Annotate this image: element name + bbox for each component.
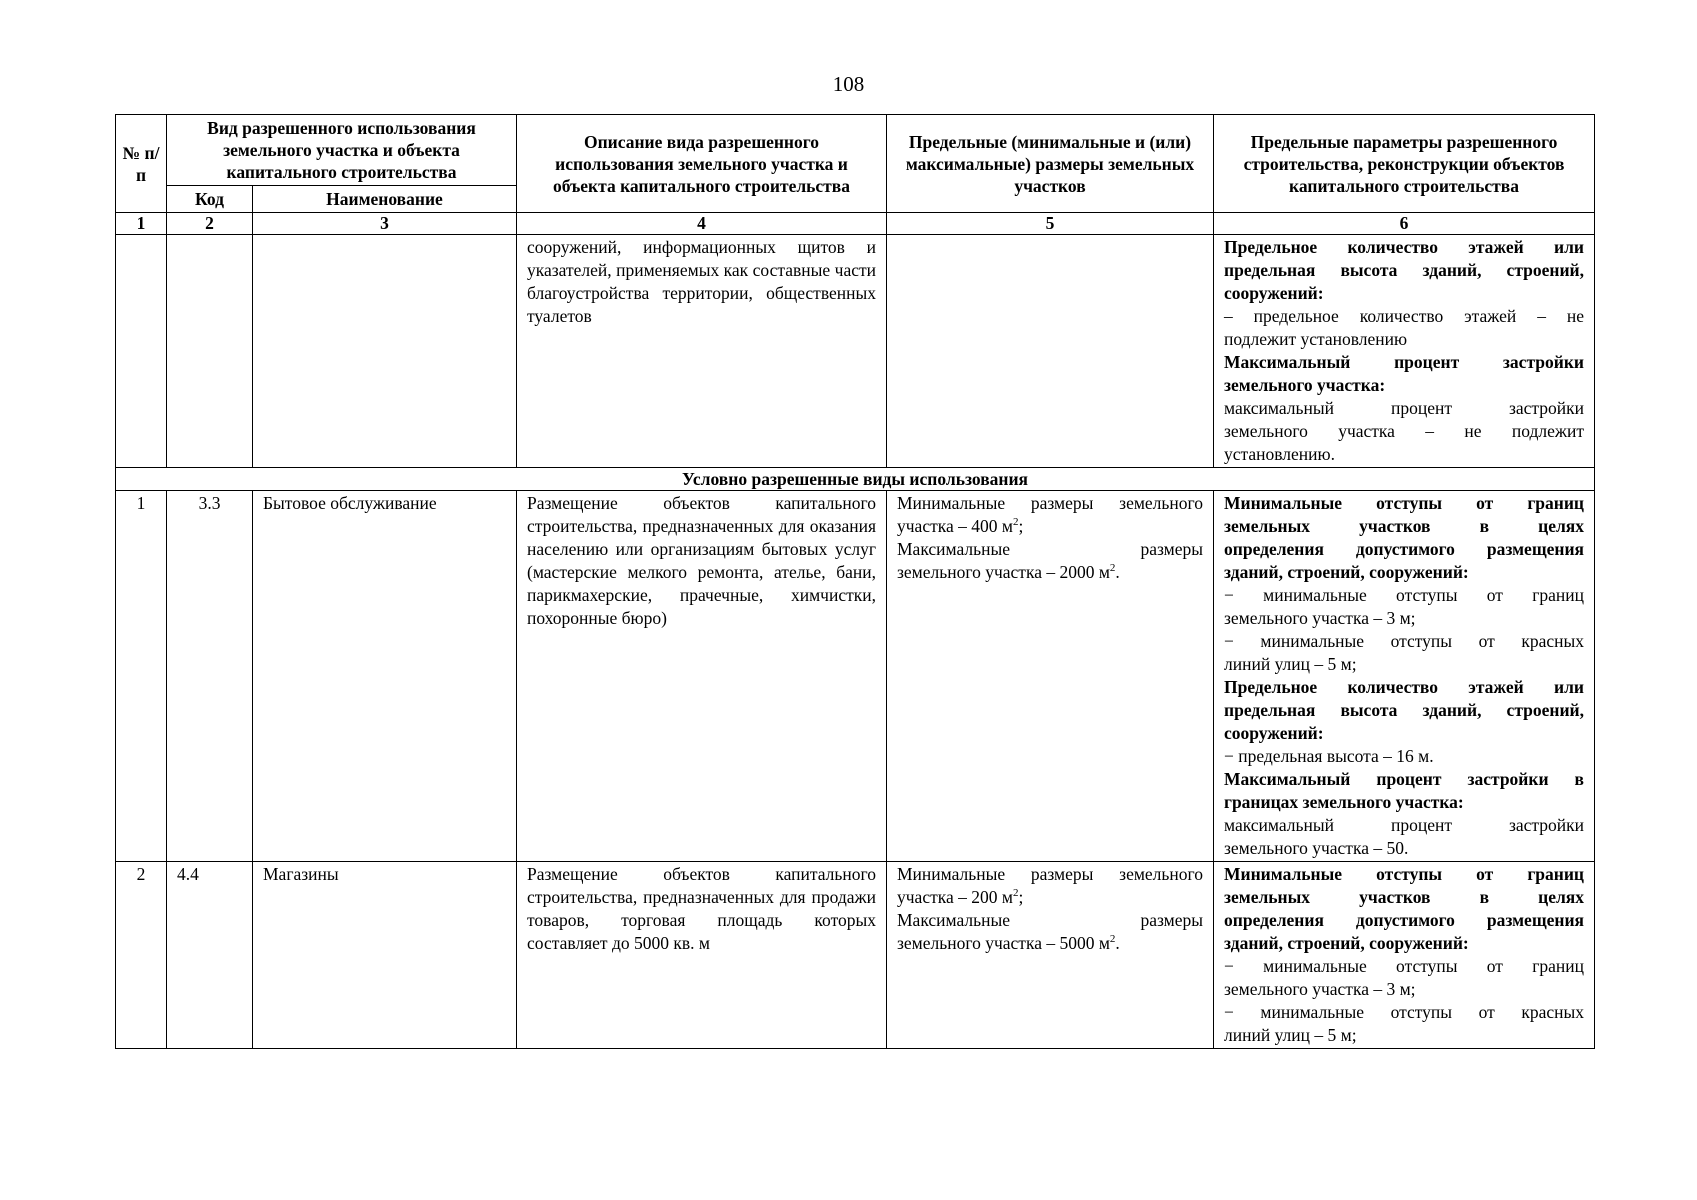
- param-line: земельных участков в целях: [1224, 516, 1584, 536]
- size-max-text: земельного участка – 2000 м: [897, 562, 1110, 582]
- param-line: – предельное количество этажей – не: [1224, 306, 1584, 326]
- param-line: − минимальные отступы от красных: [1224, 631, 1584, 651]
- header-num: № п/п: [116, 115, 167, 213]
- table-row-continuation: [116, 235, 1595, 468]
- header-row: [116, 115, 1595, 186]
- column-number: 6: [1214, 213, 1595, 235]
- header-use-group: Вид разрешенного использования земельного участка и объекта капитального строительства: [167, 115, 517, 186]
- param-line: земельного участка – 3 м;: [1224, 979, 1416, 999]
- size-min-tail: ;: [1018, 887, 1024, 907]
- cell-num: 1: [116, 491, 167, 862]
- cell-code: 3.3: [167, 491, 253, 862]
- cell-name: [253, 235, 517, 468]
- cell-sizes: [887, 491, 1214, 862]
- column-number-row: [116, 213, 1595, 235]
- param-line: предельная высота зданий, строений,: [1224, 700, 1584, 720]
- param-line: максимальный процент застройки: [1224, 398, 1584, 418]
- size-max-sup: 2: [1109, 562, 1116, 575]
- size-max-tail: .: [1115, 562, 1120, 582]
- section-row: [116, 468, 1595, 491]
- param-line: сооружений:: [1224, 283, 1324, 303]
- param-line: Предельное количество этажей или: [1224, 237, 1584, 257]
- param-line: установлению.: [1224, 444, 1335, 464]
- param-line: земельного участка – 3 м;: [1224, 608, 1416, 628]
- column-number: 5: [887, 213, 1214, 235]
- column-number: 2: [167, 213, 253, 235]
- header-description: Описание вида разрешенного использования земельного участка и объекта капитального строительства: [517, 115, 887, 213]
- cell-sizes: [887, 862, 1214, 1049]
- param-line: Максимальный процент застройки: [1224, 352, 1584, 372]
- table-row: [116, 862, 1595, 1049]
- cell-name: Бытовое обслуживание: [253, 491, 517, 862]
- param-line: земельного участка:: [1224, 375, 1386, 395]
- cell-params: [1214, 491, 1595, 862]
- cell-description: Размещение объектов капитального строительства, предназначенных для продажи товаров, торговая площадь которых составляет до 5000 кв. м: [517, 862, 887, 1049]
- land-use-table: [115, 114, 1595, 1049]
- cell-num: [116, 235, 167, 468]
- cell-params: [1214, 235, 1595, 468]
- column-number: 3: [253, 213, 517, 235]
- size-min-sup: 2: [1012, 516, 1019, 529]
- param-line: − предельная высота – 16 м.: [1224, 746, 1434, 766]
- size-max-sup: 2: [1109, 933, 1116, 946]
- param-line: предельная высота зданий, строений,: [1224, 260, 1584, 280]
- param-line: определения допустимого размещения: [1224, 910, 1584, 930]
- size-max-tail: .: [1115, 933, 1120, 953]
- param-line: сооружений:: [1224, 723, 1324, 743]
- param-line: подлежит установлению: [1224, 329, 1408, 349]
- param-line: − минимальные отступы от границ: [1224, 585, 1584, 605]
- page-number: 108: [832, 72, 865, 96]
- param-line: определения допустимого размещения: [1224, 539, 1584, 559]
- cell-num: 2: [116, 862, 167, 1049]
- cell-code: 4.4: [167, 862, 253, 1049]
- param-line: Максимальный процент застройки в: [1224, 769, 1584, 789]
- param-line: зданий, строений, сооружений:: [1224, 562, 1469, 582]
- section-title: Условно разрешенные виды использования: [116, 468, 1595, 491]
- size-min-sup: 2: [1012, 887, 1019, 900]
- param-line: максимальный процент застройки: [1224, 815, 1584, 835]
- param-line: Минимальные отступы от границ: [1224, 493, 1584, 513]
- size-max-label: Максимальные размеры: [897, 539, 1203, 559]
- param-line: − минимальные отступы от красных: [1224, 1002, 1584, 1022]
- cell-params: [1214, 862, 1595, 1049]
- param-line: линий улиц – 5 м;: [1224, 654, 1357, 674]
- param-line: земельных участков в целях: [1224, 887, 1584, 907]
- cell-code: [167, 235, 253, 468]
- param-line: границах земельного участка:: [1224, 792, 1464, 812]
- cell-name: Магазины: [253, 862, 517, 1049]
- cell-sizes: [887, 235, 1214, 468]
- column-number: 4: [517, 213, 887, 235]
- header-params: Предельные параметры разрешенного строительства, реконструкции объектов капитального строительства: [1214, 115, 1595, 213]
- size-max-label: Максимальные размеры: [897, 910, 1203, 930]
- param-line: − минимальные отступы от границ: [1224, 956, 1584, 976]
- param-line: земельного участка – не подлежит: [1224, 421, 1584, 441]
- cell-description: Размещение объектов капитального строительства, предназначенных для оказания населению или организациям бытовых услуг (мастерские мелкого ремонта, ателье, бани, парикмахерские, прачечные, химчистки, похоронные бюро): [517, 491, 887, 862]
- cell-description: сооружений, информационных щитов и указателей, применяемых как составные части благоустройства территории, общественных туалетов: [517, 235, 887, 468]
- size-min-text: Минимальные размеры земельного участка – 400 м: [897, 493, 1203, 536]
- header-sizes: Предельные (минимальные и (или) максимальные) размеры земельных участков: [887, 115, 1214, 213]
- header-code: Код: [167, 186, 253, 213]
- param-line: Минимальные отступы от границ: [1224, 864, 1584, 884]
- size-min-tail: ;: [1018, 516, 1024, 536]
- table-row: [116, 491, 1595, 862]
- size-max-text: земельного участка – 5000 м: [897, 933, 1110, 953]
- param-line: Предельное количество этажей или: [1224, 677, 1584, 697]
- header-name: Наименование: [253, 186, 517, 213]
- param-line: земельного участка – 50.: [1224, 838, 1409, 858]
- column-number: 1: [116, 213, 167, 235]
- param-line: линий улиц – 5 м;: [1224, 1025, 1357, 1045]
- size-min-text: Минимальные размеры земельного участка – 200 м: [897, 864, 1203, 907]
- param-line: зданий, строений, сооружений:: [1224, 933, 1469, 953]
